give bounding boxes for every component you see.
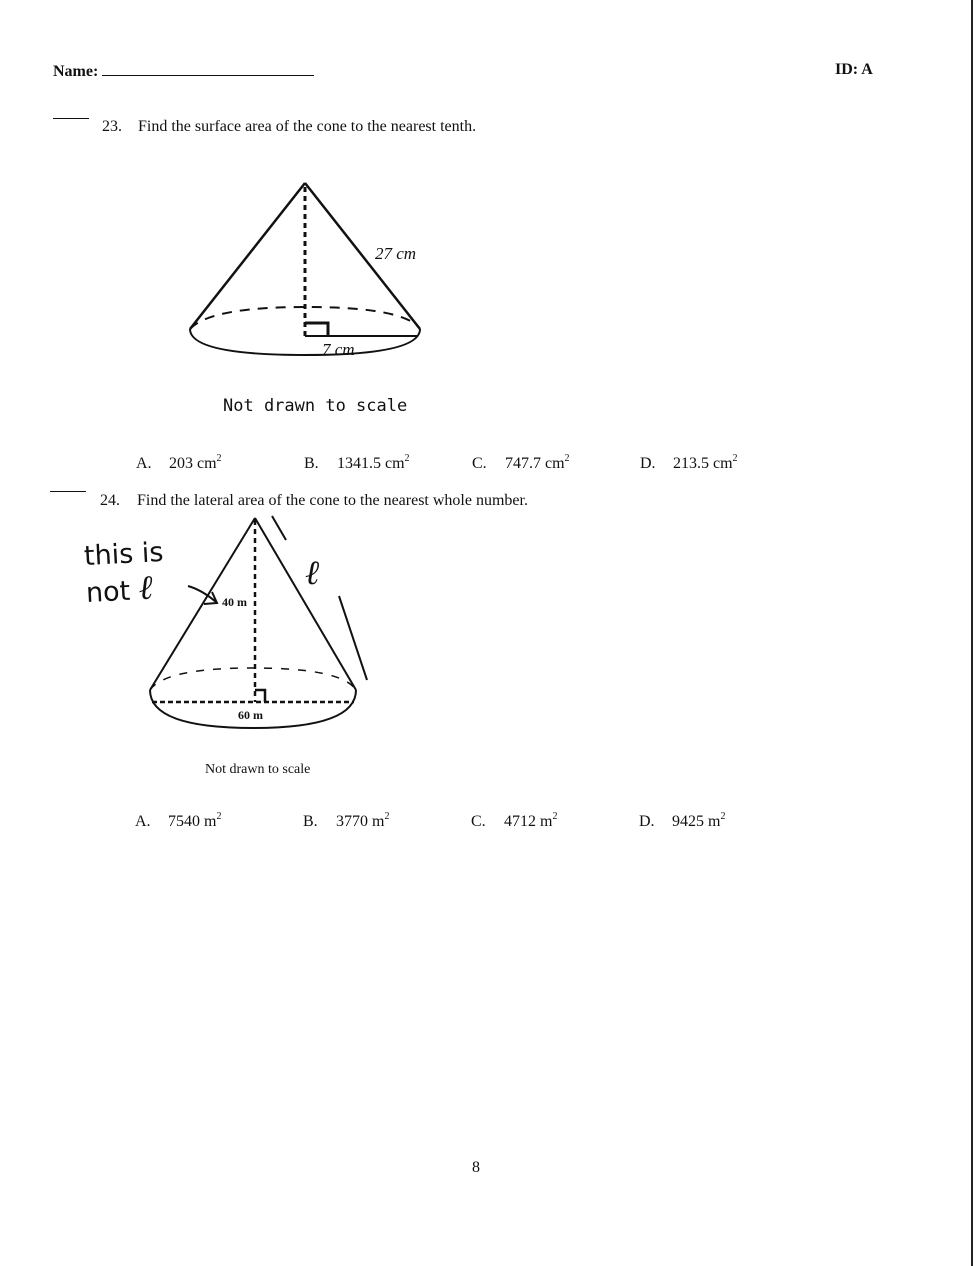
height-label: 40 m (222, 595, 247, 609)
name-blank-line[interactable] (102, 61, 314, 76)
scale-note-24: Not drawn to scale (205, 762, 311, 777)
scale-note-23: Not drawn to scale (223, 396, 408, 416)
test-id: ID: A (835, 61, 873, 78)
choice-23-c[interactable]: C. 747.7 $cm^2$ (472, 453, 570, 472)
cone-base-back-arc (150, 668, 356, 690)
choice-24-c[interactable]: C. 4712 $m^2$ (471, 811, 558, 830)
hand-ell-left: ℓ (137, 567, 154, 609)
hand-note-line2-wrap (85, 567, 166, 611)
choice-24-b[interactable]: B. 3770 $m^2$ (303, 811, 390, 830)
handwritten-note (83, 536, 166, 611)
choice-24-d[interactable]: D. 9425 $m^2$ (639, 811, 726, 830)
name-label: Name: (53, 63, 99, 80)
hand-note-line1: this is (83, 536, 165, 573)
answer-blank-24[interactable] (50, 491, 86, 492)
question-prompt-24: Find the lateral area of the cone to the nearest whole number. (137, 492, 528, 509)
name-field (53, 61, 314, 81)
right-angle-marker (305, 323, 328, 336)
question-number-24: 24. (100, 492, 120, 509)
choice-24-a[interactable]: A. 7540 $m^2$ (135, 811, 222, 830)
question-prompt-23: Find the surface area of the cone to the nearest tenth. (138, 118, 477, 135)
choice-23-b[interactable]: B. 1341.5 $cm^2$ (304, 453, 410, 472)
answer-blank-23[interactable] (53, 118, 89, 119)
hand-note-line2: not (85, 575, 131, 610)
choice-23-a[interactable]: A. 203 $cm^2$ (136, 453, 222, 472)
cone-left-side (190, 183, 305, 329)
slant-label: 27 cm (375, 244, 417, 263)
hand-ell-right: ℓ (305, 553, 320, 593)
scan-page-edge (971, 0, 973, 1266)
slant-tick-top (272, 516, 286, 540)
cone-diagram-23 (180, 175, 440, 370)
right-angle-marker (255, 690, 265, 702)
diameter-label: 60 m (238, 708, 263, 722)
question-number-23: 23. (102, 118, 122, 135)
radius-label: 7 cm (322, 340, 355, 359)
choice-23-d[interactable]: D. 213.5 $cm^2$ (640, 453, 738, 472)
page-number: 8 (472, 1159, 480, 1176)
